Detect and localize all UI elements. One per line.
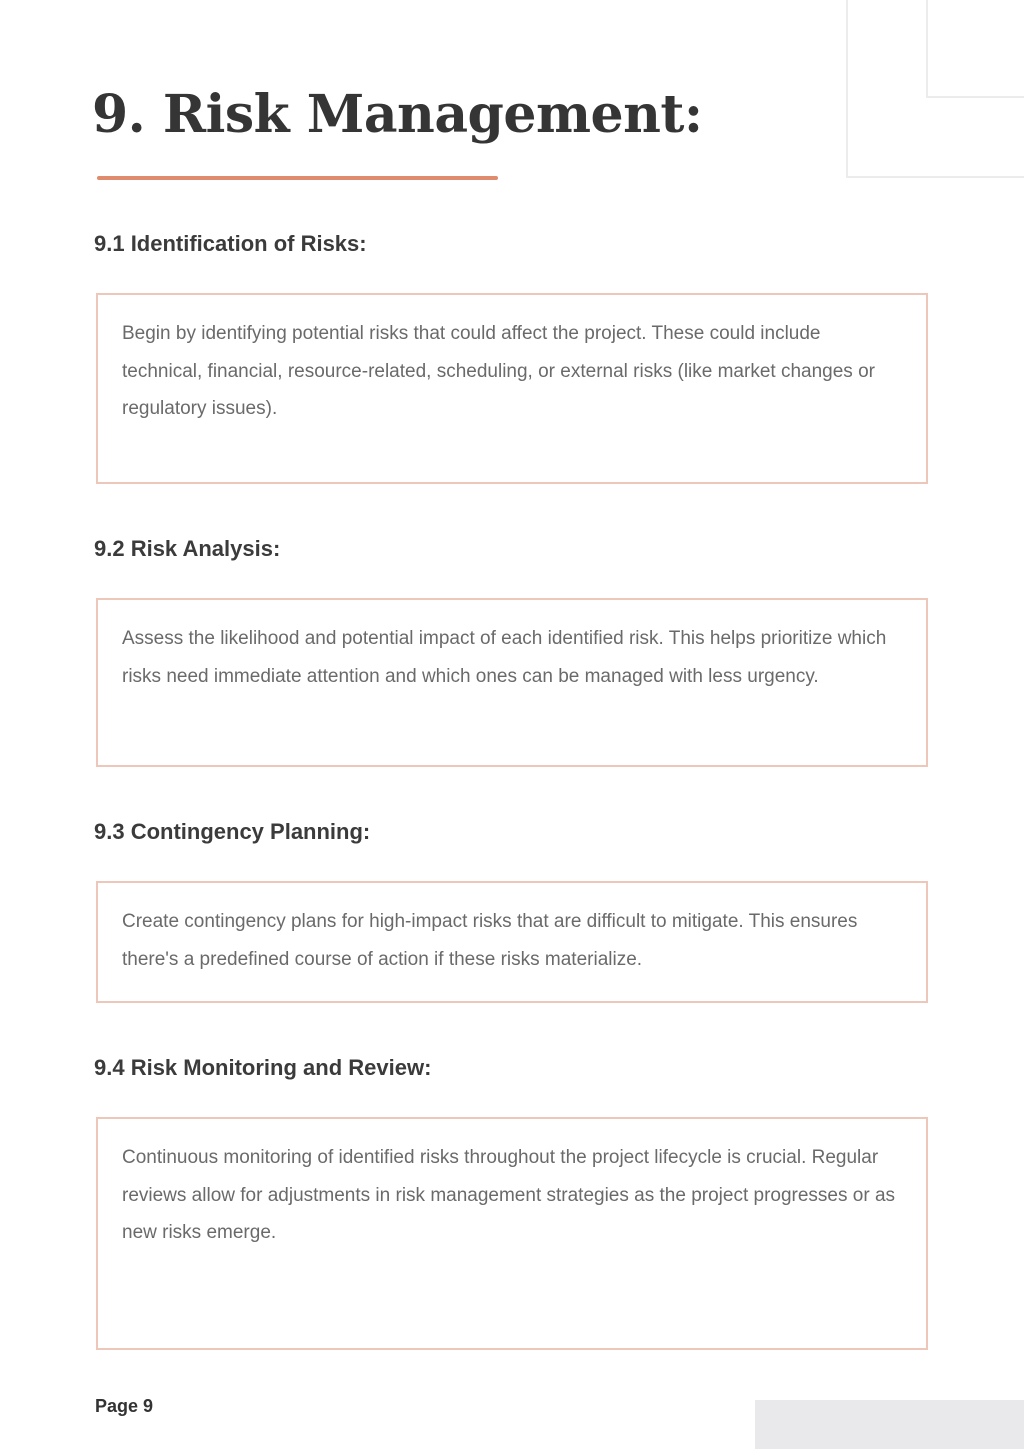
section-box-identification [96,293,928,484]
footer-corner-block [755,1400,1024,1449]
title-underline [97,176,498,180]
section-body-contingency: Create contingency plans for high-impact risks that are difficult to mitigate. This ensures there's a predefined course of action if these risks materialize. [122,911,858,970]
section-body-identification: Begin by identifying potential risks that could affect the project. These could include technical, financial, resource-related, scheduling, or external risks (like market changes or regulatory issues). [122,323,875,419]
section-heading-monitoring: 9.4 Risk Monitoring and Review: [94,1055,432,1080]
section-body-monitoring: Continuous monitoring of identified risks throughout the project lifecycle is crucial. Regular reviews allow for adjustments in risk management strategies as the project progresses or as new risks emerge. [122,1147,896,1243]
section-body-analysis: Assess the likelihood and potential impact of each identified risk. This helps prioritize which risks need immediate attention and which ones can be managed with less urgency. [122,628,887,687]
decorative-frame-inner [926,0,1024,98]
section-heading-analysis: 9.2 Risk Analysis: [94,536,281,561]
page-number: Page 9 [95,1396,154,1416]
section-heading-identification: 9.1 Identification of Risks: [94,231,367,256]
section-box-monitoring [96,1117,928,1350]
section-box-contingency [96,881,928,1003]
section-heading-contingency: 9.3 Contingency Planning: [94,819,371,844]
section-box-analysis [96,598,928,767]
page-title: 9. Risk Management: [92,84,703,145]
